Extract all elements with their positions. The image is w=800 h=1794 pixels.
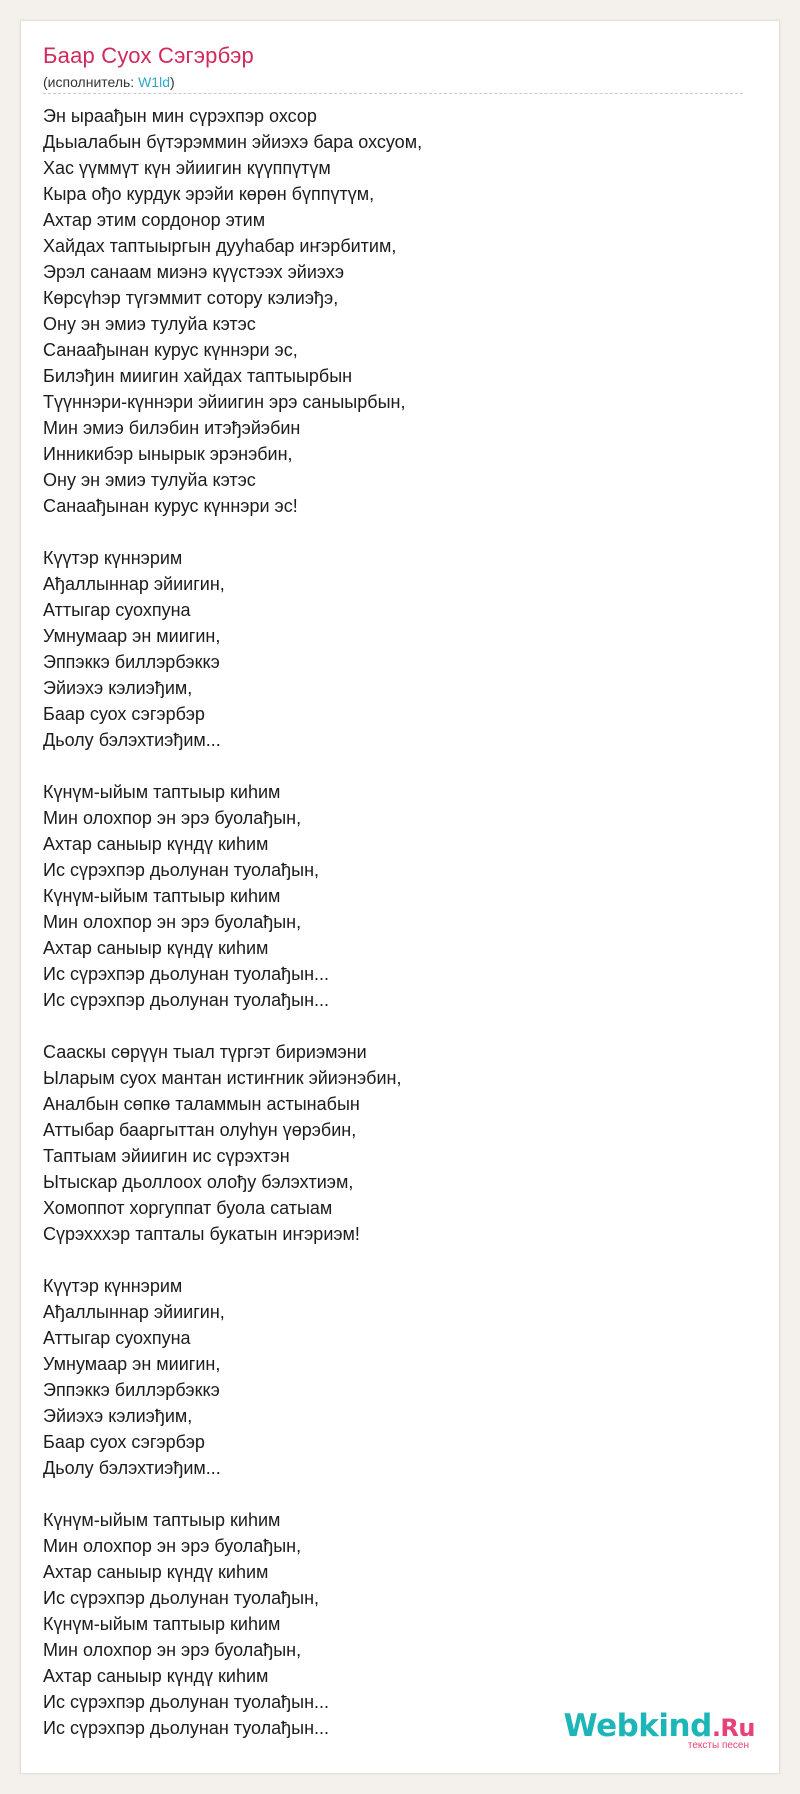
lyrics-line: Күнүм-ыйым таптыыр киһим bbox=[43, 782, 281, 802]
lyrics-line: Умнумаар эн миигин, bbox=[43, 626, 221, 646]
lyrics-stanza bbox=[43, 779, 743, 1013]
lyrics-stanza bbox=[43, 1273, 743, 1481]
performer-link[interactable]: W1ld bbox=[138, 74, 170, 90]
lyrics-line: Күүтэр күннэрим bbox=[43, 548, 183, 568]
lyrics-line: Көрсүһэр түгэммит сотору кэлиэђэ, bbox=[43, 288, 339, 308]
lyrics-line: Хомоппот хоргуппат буола сатыам bbox=[43, 1198, 333, 1218]
lyrics-line: Саaскы сөрүүн тыал түргэт бириэмэни bbox=[43, 1042, 367, 1062]
logo-tagline: тексты песен bbox=[687, 1740, 749, 1751]
lyrics-line: Баар суох сэгэрбэр bbox=[43, 704, 205, 724]
lyrics-line: Сүрэхххэр тапталы букатын иҥэриэм! bbox=[43, 1224, 360, 1244]
lyrics-line: Аттыгар суохпуна bbox=[43, 600, 191, 620]
lyrics-line: Эппэккэ биллэрбэккэ bbox=[43, 1380, 220, 1400]
lyrics-line: Дьыалабын бүтэрэммин эйиэхэ бара охсуом, bbox=[43, 132, 423, 152]
lyrics-line: Эйиэхэ кэлиэђим, bbox=[43, 1406, 193, 1426]
lyrics-line: Түүннэри-күннэри эйиигин эрэ саныырбын, bbox=[43, 392, 406, 412]
performer-suffix: ) bbox=[170, 74, 175, 90]
song-title: Баар Суох Сэгэрбэр bbox=[43, 43, 254, 68]
lyrics-line: Ахтар саныыр күндү киһим bbox=[43, 1562, 269, 1582]
performer-prefix: (исполнитель: bbox=[43, 74, 139, 90]
lyrics-line: Хас үүммүт күн эйиигин күүппүтүм bbox=[43, 158, 331, 178]
lyrics-line: Мин олохпор эн эрэ буолађын, bbox=[43, 1640, 302, 1660]
lyrics-line: Ахтар этим сордонор этим bbox=[43, 210, 266, 230]
logo-name: Webkind bbox=[563, 1708, 712, 1744]
lyrics-line: Ађаллыннар эйиигин, bbox=[43, 574, 225, 594]
lyrics-line: Аттыгар суохпуна bbox=[43, 1328, 191, 1348]
lyrics-line: Эрэл санаам миэнэ күүстээх эйиэхэ bbox=[43, 262, 345, 282]
lyrics-stanza bbox=[43, 103, 743, 519]
lyrics-line: Ахтар саныыр күндү киһим bbox=[43, 834, 269, 854]
lyrics-line: Билэђин миигин хайдах таптыырбын bbox=[43, 366, 353, 386]
lyrics-line: Эппэккэ биллэрбэккэ bbox=[43, 652, 220, 672]
lyrics-line: Дьолу бэлэхтиэђим... bbox=[43, 730, 221, 750]
lyrics-line: Инникибэр ынырык эрэнэбин, bbox=[43, 444, 293, 464]
lyrics-stanza bbox=[43, 1039, 743, 1247]
lyrics-line: Ис сүрэхпэр дьолунан туолађын, bbox=[43, 860, 320, 880]
lyrics-line: Мин олохпор эн эрэ буолађын, bbox=[43, 1536, 302, 1556]
lyrics-line: Мин олохпор эн эрэ буолађын, bbox=[43, 808, 302, 828]
lyrics-line: Хайдах таптыыргын дууһабар иҥэрбитим, bbox=[43, 236, 397, 256]
lyrics-line: Ону эн эмиэ тулуйа кэтэс bbox=[43, 470, 256, 490]
lyrics-line: Ахтар саныыр күндү киһим bbox=[43, 1666, 269, 1686]
logo-wordmark bbox=[564, 1710, 756, 1744]
logo-tld: .Ru bbox=[711, 1714, 755, 1742]
lyrics-line: Ытыскар дьоллоох олођу бэлэхтиэм, bbox=[43, 1172, 354, 1192]
lyrics-line: Күнүм-ыйым таптыыр киһим bbox=[43, 1510, 281, 1530]
lyrics-line: Дьолу бэлэхтиэђим... bbox=[43, 1458, 221, 1478]
lyrics-line: Аттыбар бааргыттан олуһун үөрэбин, bbox=[43, 1120, 357, 1140]
lyrics-line: Эйиэхэ кэлиэђим, bbox=[43, 678, 193, 698]
lyrics-line: Мин эмиэ билэбин итэђэйэбин bbox=[43, 418, 301, 438]
lyrics-line: Ађаллыннар эйиигин, bbox=[43, 1302, 225, 1322]
lyrics-line: Ис сүрэхпэр дьолунан туолађын... bbox=[43, 1692, 330, 1712]
lyrics-line: Күнүм-ыйым таптыыр киһим bbox=[43, 1614, 281, 1634]
header-divider bbox=[43, 93, 743, 94]
lyrics-line: Аналбын сөпкө таламмын астынабын bbox=[43, 1094, 360, 1114]
lyrics-line: Санаађынан курус күннэри эс! bbox=[43, 496, 298, 516]
lyrics-line: Ис сүрэхпэр дьолунан туолађын... bbox=[43, 1718, 330, 1738]
lyrics-line: Ону эн эмиэ тулуйа кэтэс bbox=[43, 314, 256, 334]
lyrics-stanza bbox=[43, 545, 743, 753]
lyrics-line: Күүтэр күннэрим bbox=[43, 1276, 183, 1296]
lyrics-line: Ыларым суох мантан истиҥник эйиэнэбин, bbox=[43, 1068, 402, 1088]
lyrics-line: Ис сүрэхпэр дьолунан туолађын, bbox=[43, 1588, 320, 1608]
performer-line bbox=[43, 74, 175, 90]
lyrics-line: Баар суох сэгэрбэр bbox=[43, 1432, 205, 1452]
lyrics-line: Ахтар саныыр күндү киһим bbox=[43, 938, 269, 958]
lyrics-line: Кыра ођо курдук эрэйи көрөн бүппүтүм, bbox=[43, 184, 375, 204]
lyrics-line: Ис сүрэхпэр дьолунан туолађын... bbox=[43, 990, 330, 1010]
lyrics-card bbox=[20, 20, 780, 1774]
lyrics-stanza bbox=[43, 1507, 743, 1741]
lyrics-line: Күнүм-ыйым таптыыр киһим bbox=[43, 886, 281, 906]
lyrics-line: Ис сүрэхпэр дьолунан туолађын... bbox=[43, 964, 330, 984]
lyrics-text bbox=[43, 103, 743, 1767]
lyrics-line: Санаађынан курус күннэри эс, bbox=[43, 340, 298, 360]
lyrics-line: Эн ыраађын мин сүрэхпэр охсор bbox=[43, 106, 317, 126]
lyrics-line: Мин олохпор эн эрэ буолађын, bbox=[43, 912, 302, 932]
lyrics-line: Умнумаар эн миигин, bbox=[43, 1354, 221, 1374]
site-logo[interactable] bbox=[564, 1710, 756, 1751]
lyrics-line: Таптыам эйиигин ис сүрэхтэн bbox=[43, 1146, 290, 1166]
